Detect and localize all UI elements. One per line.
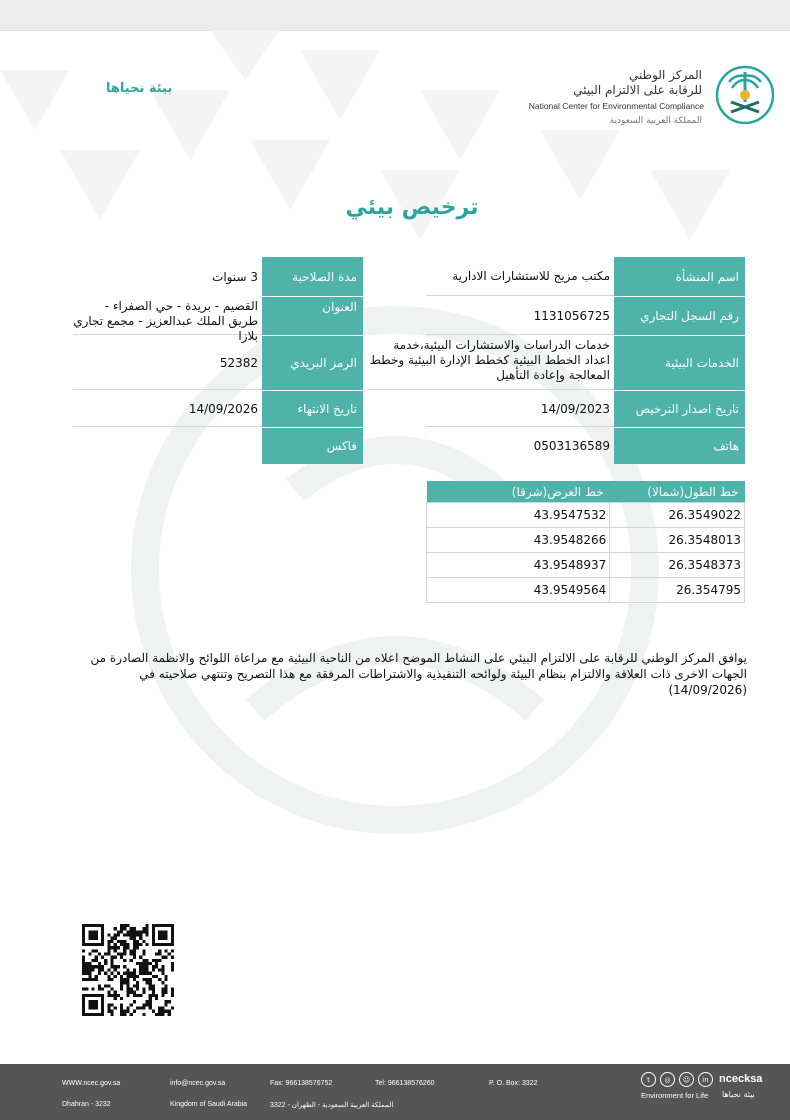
services-value: خدمات الدراسات والاستشارات البيئية،خدمة اعداد الخطط البيئية كخطط الإدارة البيئية وخطط المعالجة وإعادة التأهيل — [368, 336, 614, 390]
north-cell: 26.354795 — [610, 578, 745, 603]
footer-tagline-ar: بيئة نحياها — [722, 1090, 755, 1099]
services-label: الخدمات البيئية — [614, 336, 745, 390]
top-bar — [0, 0, 790, 31]
east-cell: 43.9547532 — [427, 503, 610, 528]
north-cell: 26.3549022 — [610, 503, 745, 528]
cr-number-value: 1131056725 — [426, 297, 614, 335]
table-row — [427, 553, 745, 578]
east-cell: 43.9548266 — [427, 528, 610, 553]
footer-fax: Fax: 966138576752 — [270, 1080, 333, 1087]
footer-tel: Tel: 966138576260 — [375, 1080, 435, 1087]
expiry-date-label: تاريخ الانتهاء — [262, 391, 363, 427]
table-row — [427, 528, 745, 553]
issue-date-value: 14/09/2023 — [426, 391, 614, 427]
footer-country: Kingdom of Saudi Arabia — [170, 1101, 248, 1108]
snapchat-icon[interactable]: ☺ — [679, 1072, 694, 1087]
footer-address-ar: المملكة العربية السعودية - الظهران - 3322 — [270, 1102, 394, 1109]
issue-date-label: تاريخ اصدار الترخيص — [614, 391, 745, 427]
linkedin-icon[interactable]: in — [698, 1072, 713, 1087]
postal-code-label: الرمز البريدي — [262, 336, 363, 390]
emblem-logo-icon — [715, 62, 775, 132]
coordinates-table — [426, 481, 745, 603]
address-value: القصيم - بريدة - حي الصفراء - طريق الملك عبدالعزيز - مجمع تجاري بلازا — [73, 297, 262, 335]
footer-email[interactable]: info@ncec.gov.sa — [170, 1080, 226, 1087]
facility-name-label: اسم المنشأة — [614, 257, 745, 296]
facility-name-value: مكتب مزيج للاستشارات الادارية — [426, 257, 614, 296]
footer-tagline-en: Environment for Life — [641, 1091, 709, 1100]
east-cell: 43.9549564 — [427, 578, 610, 603]
org-name-en: National Center for Environmental Compliance — [528, 101, 704, 111]
twitter-icon[interactable]: t — [641, 1072, 656, 1087]
expiry-date-value: 14/09/2026 — [73, 391, 262, 427]
validity-value: 3 سنوات — [212, 269, 258, 284]
footer-city: Dhahran - 3232 — [62, 1101, 111, 1108]
postal-code-value: 52382 — [73, 336, 262, 390]
footer-pobox: P. O. Box: 3322 — [489, 1080, 538, 1087]
instagram-icon[interactable]: ◎ — [660, 1072, 675, 1087]
fax-label: فاكس — [262, 428, 363, 464]
approval-statement: يوافق المركز الوطني للرقابة على الالتزام البيئي على النشاط الموضح اعلاه من الناحية البيئية مع مراعاة اللوائح والانظمة الصادرة من الجهات الاخرى ذات العلاقة والالتزام بنظام البيئة ولوائحه التنفيذية والاشتراطات المرفقة مع هذا التصريح وتنتهي صلاحيته في (14/09/2026) — [90, 651, 747, 697]
east-cell: 43.9548937 — [427, 553, 610, 578]
background-pattern — [0, 30, 790, 260]
table-row — [427, 578, 745, 603]
table-row — [427, 503, 745, 528]
phone-value: 0503136589 — [533, 439, 610, 453]
north-cell: 26.3548373 — [610, 553, 745, 578]
validity-label: مدة الصلاحية — [262, 257, 363, 296]
qr-code-icon[interactable] — [82, 924, 174, 1016]
cr-number-label: رقم السجل التجاري — [614, 297, 745, 335]
north-column-header: خط الطول(شمالا) — [610, 481, 745, 503]
footer — [0, 1064, 790, 1120]
slogan-logo: بيئة نحياها — [106, 81, 173, 96]
east-column-header: خط العرض(شرقا) — [427, 481, 610, 503]
footer-website[interactable]: WWW.ncec.gov.sa — [62, 1080, 121, 1087]
footer-handle[interactable]: ncecksa — [719, 1073, 763, 1085]
org-name-ar-line2: للرقابة على الالتزام البيئي — [573, 83, 702, 97]
org-country-ar: المملكة العربية السعودية — [609, 116, 702, 126]
document-title: ترخيص بيئي — [345, 195, 479, 220]
org-name-ar-line1: المركز الوطني — [628, 68, 702, 82]
phone-label: هاتف — [614, 428, 745, 464]
address-label: العنوان — [262, 297, 363, 335]
north-cell: 26.3548013 — [610, 528, 745, 553]
coordinates-header-row — [427, 481, 745, 503]
fax-value — [73, 428, 262, 464]
